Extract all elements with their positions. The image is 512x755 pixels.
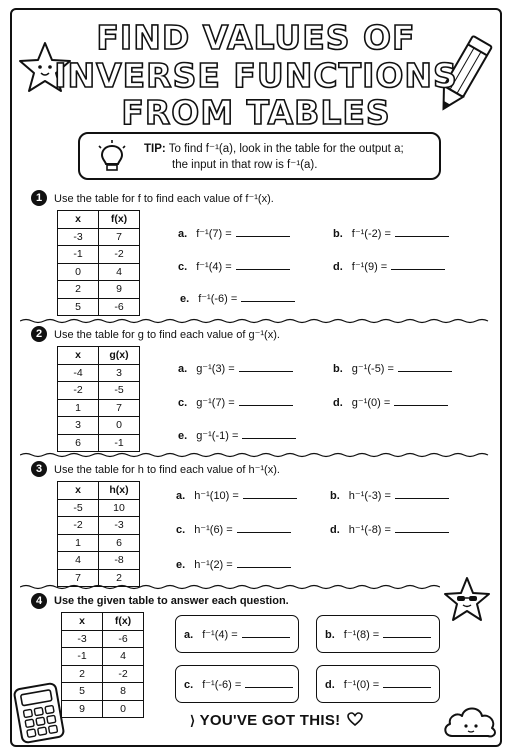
table-cell: -2 [58, 382, 99, 400]
table-row [58, 552, 140, 570]
table-row [62, 630, 144, 648]
section-divider [20, 318, 492, 324]
sparkle-icon: ⟩ [190, 713, 196, 728]
answer-blank[interactable] [395, 523, 449, 533]
table-cell: 2 [62, 665, 103, 683]
lightbulb-icon [96, 140, 128, 174]
table-row [58, 399, 140, 417]
answer-blank[interactable] [242, 628, 290, 638]
tip-box [78, 132, 441, 180]
table-cell: 8 [103, 683, 144, 701]
question: e. f⁻¹(-6) = [180, 292, 295, 305]
table-row [58, 434, 140, 452]
answer-blank[interactable] [242, 429, 296, 439]
table-cell: -3 [99, 517, 140, 535]
table-row [58, 534, 140, 552]
table-cell: -3 [58, 228, 99, 246]
question: a. g⁻¹(3) = [178, 362, 293, 375]
answer-blank[interactable] [395, 489, 449, 499]
table-row [58, 228, 140, 246]
table-row [58, 499, 140, 517]
calculator-icon [10, 680, 68, 746]
section-instruction: Use the given table to answer each question. [54, 595, 289, 607]
answer-blank[interactable] [236, 260, 290, 270]
section-number: 2 [31, 326, 47, 342]
question: c. f⁻¹(4) = [178, 260, 290, 273]
answer-blank[interactable] [239, 362, 293, 372]
title-line-3: FROM TABLES [121, 93, 391, 132]
table-cell: -2 [99, 246, 140, 264]
sunglasses-star-icon [442, 576, 492, 624]
table-cell: -8 [99, 552, 140, 570]
question: b. h⁻¹(-3) = [330, 489, 449, 502]
question: a. f⁻¹(4) = [184, 628, 290, 641]
table-cell: -6 [103, 630, 144, 648]
answer-blank[interactable] [398, 362, 452, 372]
table-cell: -5 [58, 499, 99, 517]
tip-line-1: To find f⁻¹(a), look in the table for the output a; [168, 143, 404, 155]
answer-blank[interactable] [239, 396, 293, 406]
question: c. f⁻¹(-6) = [184, 678, 293, 691]
question: e. h⁻¹(2) = [176, 558, 291, 571]
table-cell: -5 [99, 382, 140, 400]
table-header: g(x) [99, 347, 140, 365]
table-cell: 0 [99, 417, 140, 435]
table-cell: -1 [58, 246, 99, 264]
table-cell: -1 [62, 648, 103, 666]
encouragement-footer [190, 712, 363, 729]
section-divider [20, 584, 440, 590]
table-header: x [62, 613, 103, 631]
section-instruction: Use the table for h to find each value of h⁻¹(x). [54, 464, 280, 476]
question: b. f⁻¹(8) = [325, 628, 431, 641]
question: d. f⁻¹(0) = [325, 678, 431, 691]
answer-blank[interactable] [391, 260, 445, 270]
table-cell: 6 [99, 534, 140, 552]
table-cell: -1 [99, 434, 140, 452]
table-cell: -4 [58, 364, 99, 382]
table-row [58, 517, 140, 535]
table-cell: -2 [58, 517, 99, 535]
table-header: h(x) [99, 482, 140, 500]
table-cell: 7 [99, 228, 140, 246]
value-table [57, 210, 140, 316]
table-cell: 1 [58, 534, 99, 552]
answer-box [316, 665, 440, 703]
table-cell: 3 [58, 417, 99, 435]
table-row [58, 417, 140, 435]
table-cell: 2 [99, 569, 140, 587]
table-cell: -2 [103, 665, 144, 683]
answer-blank[interactable] [383, 628, 431, 638]
table-row [58, 281, 140, 299]
answer-box [316, 615, 440, 653]
table-cell: 7 [99, 399, 140, 417]
section-number: 4 [31, 593, 47, 609]
question: d. h⁻¹(-8) = [330, 523, 449, 536]
question: c. h⁻¹(6) = [176, 523, 291, 536]
table-cell: 4 [103, 648, 144, 666]
table-row [62, 700, 144, 718]
table-cell: 9 [99, 281, 140, 299]
table-row [62, 648, 144, 666]
value-table [57, 481, 140, 587]
table-row [58, 298, 140, 316]
table-cell: 9 [62, 700, 103, 718]
table-row [58, 263, 140, 281]
value-table [57, 346, 140, 452]
heart-icon [347, 712, 363, 726]
question: a. f⁻¹(7) = [178, 227, 290, 240]
section-number: 1 [31, 190, 47, 206]
table-row [58, 382, 140, 400]
table-cell: -3 [62, 630, 103, 648]
table-cell: 5 [58, 298, 99, 316]
table-cell: -6 [99, 298, 140, 316]
section-instruction: Use the table for g to find each value of g⁻¹(x). [54, 329, 280, 341]
answer-blank[interactable] [394, 396, 448, 406]
answer-box [175, 615, 299, 653]
answer-box [175, 665, 299, 703]
table-cell: 3 [99, 364, 140, 382]
answer-blank[interactable] [237, 523, 291, 533]
question: e. g⁻¹(-1) = [178, 429, 296, 442]
table-cell: 1 [58, 399, 99, 417]
title-line-2: INVERSE FUNCTIONS [54, 56, 458, 95]
table-cell: 4 [99, 263, 140, 281]
answer-blank[interactable] [237, 558, 291, 568]
table-header: f(x) [99, 211, 140, 229]
question: a. h⁻¹(10) = [176, 489, 297, 502]
cloud-icon [440, 696, 500, 742]
answer-blank[interactable] [236, 227, 290, 237]
answer-blank[interactable] [245, 678, 293, 688]
question: b. g⁻¹(-5) = [333, 362, 452, 375]
section-divider [20, 452, 492, 458]
section-instruction: Use the table for f to find each value of f⁻¹(x). [54, 193, 274, 205]
table-header: x [58, 211, 99, 229]
question: b. f⁻¹(-2) = [333, 227, 449, 240]
table-cell: 0 [58, 263, 99, 281]
table-cell: 5 [62, 683, 103, 701]
table-header: f(x) [103, 613, 144, 631]
question: d. f⁻¹(9) = [333, 260, 445, 273]
question: d. g⁻¹(0) = [333, 396, 448, 409]
footer-text: YOU'VE GOT THIS! [199, 712, 341, 729]
table-header: x [58, 482, 99, 500]
answer-blank[interactable] [241, 292, 295, 302]
title-line-1: FIND VALUES OF [96, 18, 416, 57]
question: c. g⁻¹(7) = [178, 396, 293, 409]
table-cell: 2 [58, 281, 99, 299]
value-table [61, 612, 144, 718]
answer-blank[interactable] [395, 227, 449, 237]
section-number: 3 [31, 461, 47, 477]
table-cell: 10 [99, 499, 140, 517]
answer-blank[interactable] [383, 678, 431, 688]
answer-blank[interactable] [243, 489, 297, 499]
tip-label: TIP: [144, 143, 166, 155]
tip-line-2: the input in that row is f⁻¹(a). [172, 159, 318, 171]
table-row [62, 665, 144, 683]
table-cell: 6 [58, 434, 99, 452]
table-cell: 0 [103, 700, 144, 718]
table-header: x [58, 347, 99, 365]
table-cell: 7 [58, 569, 99, 587]
table-row [58, 364, 140, 382]
table-row [58, 246, 140, 264]
table-row [62, 683, 144, 701]
table-cell: 4 [58, 552, 99, 570]
